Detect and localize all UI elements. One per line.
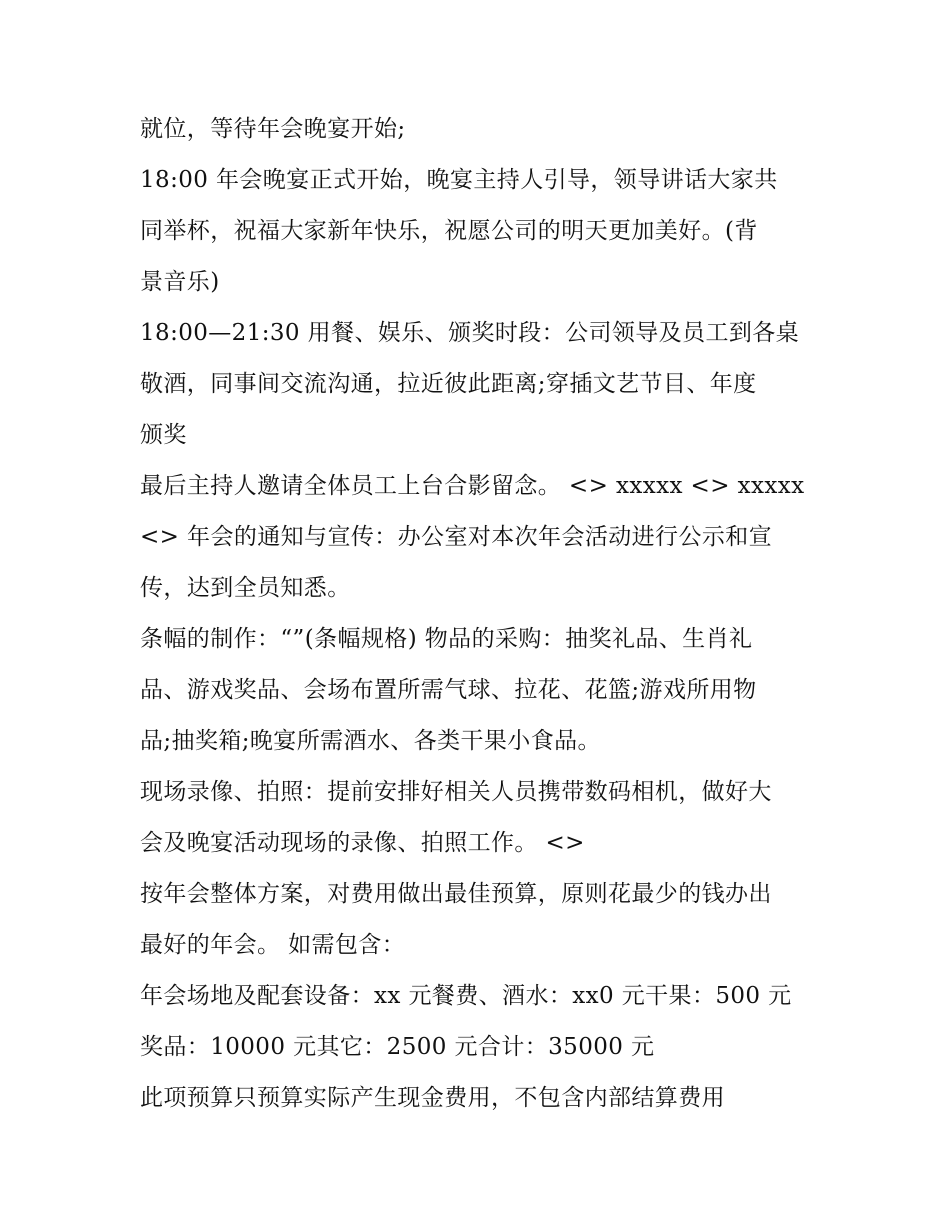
text-line: 品;抽奖箱;晚宴所需酒水、各类干果小食品。 [140,728,601,754]
text-line: 条幅的制作：“”(条幅规格) 物品的采购：抽奖礼品、生肖礼 [140,626,753,652]
text-line: 颁奖 [140,422,187,448]
text-line: 同举杯，祝福大家新年快乐，祝愿公司的明天更加美好。(背 [140,218,758,244]
text-line: 年会场地及配套设备：xx 元餐费、酒水：xx0 元干果：500 元 [140,983,792,1009]
text-line: 最好的年会。 如需包含： [140,932,406,958]
text-line: 敬酒，同事间交流沟通，拉近彼此距离;穿插文艺节目、年度 [140,371,757,397]
text-line: 品、游戏奖品、会场布置所需气球、拉花、花篮;游戏所用物 [140,677,757,703]
text-line: 最后主持人邀请全体员工上台合影留念。 <> xxxxx <> xxxxx [140,473,805,499]
text-line: 景音乐) [140,269,220,295]
text-line: 会及晚宴活动现场的录像、拍照工作。 <> [140,830,585,856]
text-line: 18:00—21:30 用餐、娱乐、颁奖时段：公司领导及员工到各桌 [140,320,800,346]
text-line: 按年会整体方案，对费用做出最佳预算，原则花最少的钱办出 [140,881,772,907]
text-line: 此项预算只预算实际产生现金费用，不包含内部结算费用 [140,1085,725,1111]
text-line: 奖品：10000 元其它：2500 元合计：35000 元 [140,1034,655,1060]
text-line: 就位，等待年会晚宴开始; [140,116,406,142]
text-line: <> 年会的通知与宣传：办公室对本次年会活动进行公示和宣 [140,524,773,550]
document-body [140,104,820,1124]
text-line: 18:00 年会晚宴正式开始，晚宴主持人引导，领导讲话大家共 [140,167,778,193]
text-line: 现场录像、拍照：提前安排好相关人员携带数码相机，做好大 [140,779,772,805]
text-line: 传，达到全员知悉。 [140,575,351,601]
